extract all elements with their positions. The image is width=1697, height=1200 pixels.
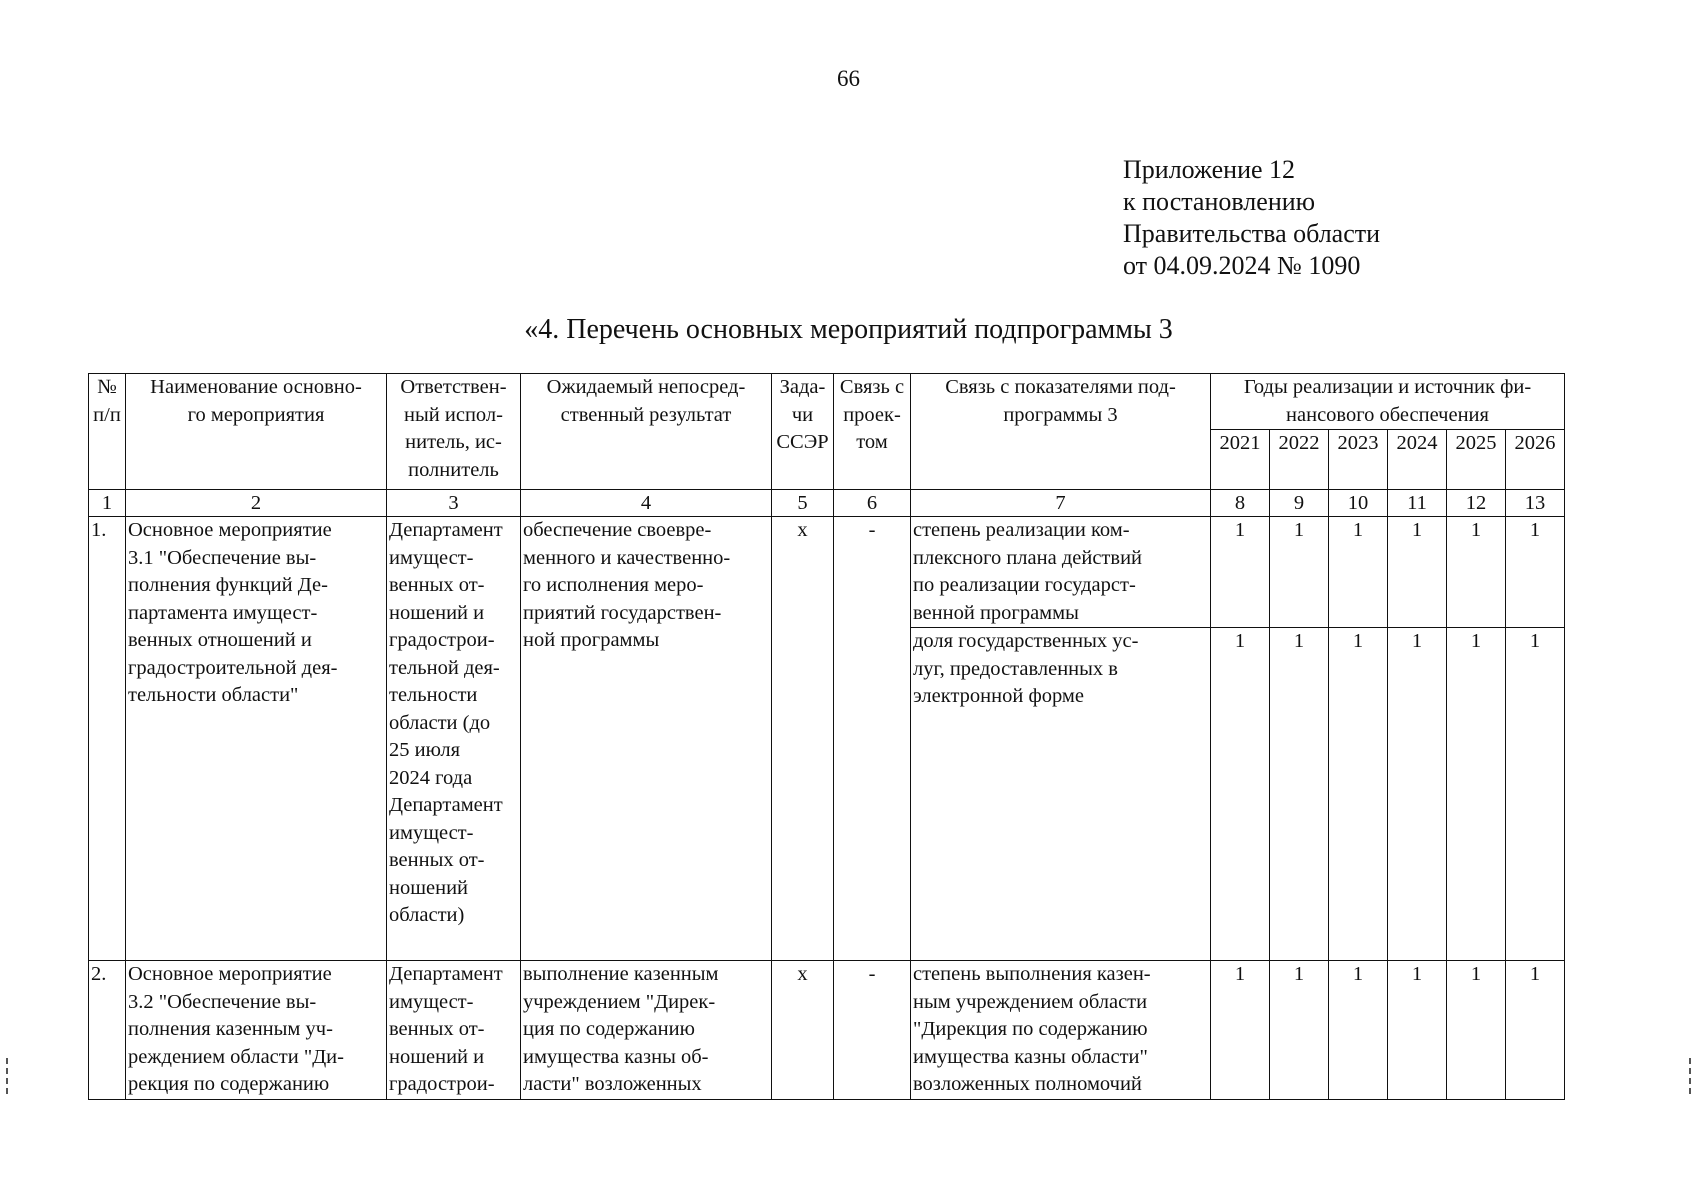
row-result: обеспечение своевре- менного и качественно- го исполнения меро- приятий государствен- ной программы bbox=[521, 517, 772, 961]
appendix-line: к постановлению bbox=[1123, 187, 1316, 216]
row-value: 1 bbox=[1506, 517, 1565, 628]
row-value: 1 bbox=[1211, 517, 1270, 628]
column-number: 2 bbox=[126, 490, 387, 517]
row-value: 1 bbox=[1447, 961, 1506, 1100]
row-tasks: х bbox=[772, 961, 834, 1100]
header-result: Ожидаемый непосред- ственный результат bbox=[521, 374, 772, 490]
header-year: 2021 bbox=[1211, 430, 1270, 490]
column-number: 13 bbox=[1506, 490, 1565, 517]
header-tasks: Зада- чи ССЭР bbox=[772, 374, 834, 490]
column-number: 1 bbox=[89, 490, 126, 517]
page-number: 66 bbox=[837, 66, 860, 91]
row-indicator: степень выполнения казен- ным учреждением области "Дирекция по содержанию имущества казны области" возложенных полномочий bbox=[911, 961, 1211, 1100]
header-project: Связь с проек- том bbox=[834, 374, 911, 490]
header-years-group: Годы реализации и источник фи- нансового обеспечения bbox=[1211, 374, 1565, 430]
column-number: 4 bbox=[521, 490, 772, 517]
row-executor: Департамент имущест- венных от- ношений и градострои- тельной дея- тельности области (до 25 июля 2024 года Департамент имущест- венных от- ношений области) bbox=[387, 517, 521, 961]
row-value: 1 bbox=[1506, 961, 1565, 1100]
row-num: 2. bbox=[89, 961, 126, 1100]
row-value: 1 bbox=[1329, 628, 1388, 961]
appendix-block bbox=[1123, 154, 1380, 282]
row-value: 1 bbox=[1447, 628, 1506, 961]
column-number: 10 bbox=[1329, 490, 1388, 517]
row-value: 1 bbox=[1388, 517, 1447, 628]
table-row bbox=[89, 961, 1565, 1100]
row-value: 1 bbox=[1447, 517, 1506, 628]
header-row bbox=[89, 374, 1565, 430]
header-num: № п/п bbox=[89, 374, 126, 490]
row-result: выполнение казенным учреждением "Дирек- ция по содержанию имущества казны об- ласти" возложенных bbox=[521, 961, 772, 1100]
activities-table bbox=[88, 373, 1565, 1100]
row-name: Основное мероприятие 3.1 "Обеспечение вы- полнения функций Де- партамента имущест- венных отношений и градостроительной дея- тельности области" bbox=[126, 517, 387, 961]
row-value: 1 bbox=[1388, 628, 1447, 961]
row-project: - bbox=[834, 517, 911, 961]
header-year: 2023 bbox=[1329, 430, 1388, 490]
row-value: 1 bbox=[1270, 961, 1329, 1100]
column-number: 9 bbox=[1270, 490, 1329, 517]
table-title: «4. Перечень основных мероприятий подпрограммы 3 bbox=[524, 314, 1173, 345]
header-name: Наименование основно- го мероприятия bbox=[126, 374, 387, 490]
header-year: 2026 bbox=[1506, 430, 1565, 490]
cut-mark-right bbox=[1689, 1058, 1693, 1094]
table-row bbox=[89, 517, 1565, 628]
cut-mark-left bbox=[6, 1058, 10, 1094]
header-indicators: Связь с показателями под- программы 3 bbox=[911, 374, 1211, 490]
header-year: 2025 bbox=[1447, 430, 1506, 490]
row-value: 1 bbox=[1329, 517, 1388, 628]
row-value: 1 bbox=[1270, 517, 1329, 628]
row-indicator: степень реализации ком- плексного плана действий по реализации государст- венной программы bbox=[911, 517, 1211, 628]
row-indicator: доля государственных ус- луг, предоставленных в электронной форме bbox=[911, 628, 1211, 961]
row-value: 1 bbox=[1270, 628, 1329, 961]
row-tasks: х bbox=[772, 517, 834, 961]
row-executor: Департамент имущест- венных от- ношений и градострои- bbox=[387, 961, 521, 1100]
column-number: 12 bbox=[1447, 490, 1506, 517]
appendix-line: Приложение 12 bbox=[1123, 155, 1296, 184]
column-number: 8 bbox=[1211, 490, 1270, 517]
header-year: 2022 bbox=[1270, 430, 1329, 490]
appendix-line: от 04.09.2024 № 1090 bbox=[1123, 251, 1361, 280]
header-year: 2024 bbox=[1388, 430, 1447, 490]
row-name: Основное мероприятие 3.2 "Обеспечение вы- полнения казенным уч- реждением области "Ди- рекция по содержанию bbox=[126, 961, 387, 1100]
appendix-line: Правительства области bbox=[1123, 219, 1381, 248]
row-value: 1 bbox=[1329, 961, 1388, 1100]
column-number: 6 bbox=[834, 490, 911, 517]
header-executor: Ответствен- ный испол- нитель, ис- полнитель bbox=[387, 374, 521, 490]
row-project: - bbox=[834, 961, 911, 1100]
column-number: 3 bbox=[387, 490, 521, 517]
row-value: 1 bbox=[1506, 628, 1565, 961]
row-value: 1 bbox=[1211, 628, 1270, 961]
row-value: 1 bbox=[1211, 961, 1270, 1100]
column-numbers-row bbox=[89, 490, 1565, 517]
column-number: 7 bbox=[911, 490, 1211, 517]
column-number: 11 bbox=[1388, 490, 1447, 517]
row-num: 1. bbox=[89, 517, 126, 961]
column-number: 5 bbox=[772, 490, 834, 517]
row-value: 1 bbox=[1388, 961, 1447, 1100]
